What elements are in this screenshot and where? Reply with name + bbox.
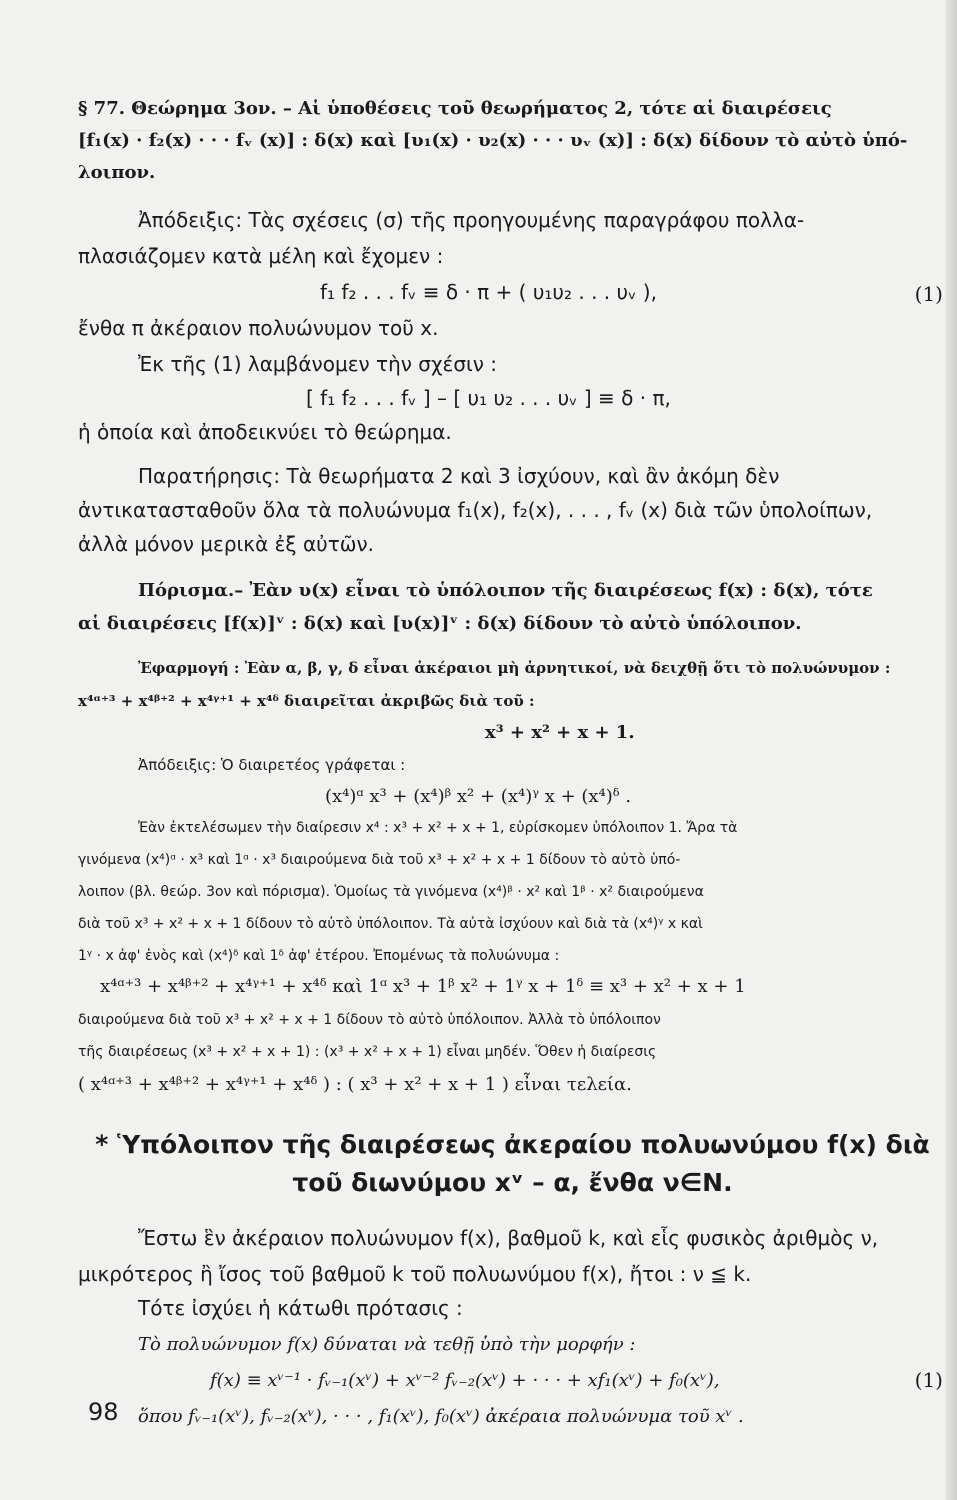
proof-line: ἡ ὁποία καὶ ἀποδεικνύει τὸ θεώρημα.: [78, 420, 452, 444]
equation-number: (1): [914, 1368, 943, 1392]
theorem-title-line: § 77. Θεώρημα 3ον. – Αἱ ὑποθέσεις τοῦ θεωρήματος 2, τότε αἱ διαιρέσεις: [78, 98, 832, 119]
proposition-line: Τὸ πολυώνυμον f(x) δύναται νὰ τεθῇ ὑπὸ τὴν μορφήν :: [138, 1334, 636, 1355]
body-line: Ἔστω ἓν ἀκέραιον πολυώνυμον f(x), βαθμοῦ k, καὶ εἷς φυσικὸς ἀριθμὸς ν,: [138, 1226, 879, 1250]
proposition-line: ὅπου fᵥ₋₁(xᵛ), fᵥ₋₂(xᵛ), · · · , f₁(xᵛ), f₀(xᵛ) ἀκέραια πολυώνυμα τοῦ xᵛ .: [138, 1406, 744, 1427]
page-number: 98: [88, 1398, 119, 1426]
remark-line: ἀντικατασταθοῦν ὅλα τὰ πολυώνυμα f₁(x), f₂(x), . . . , fᵥ (x) διὰ τῶν ὑπολοίπων,: [78, 498, 873, 522]
application-proof-line: λοιπον (βλ. θεώρ. 3ον καὶ πόρισμα). Ὁμοίως τὰ γινόμενα (x⁴)ᵝ · x² καὶ 1ᵝ · x² διαιρούμενα: [78, 884, 704, 900]
proof-line: ἔνθα π ἀκέραιον πολυώνυμον τοῦ x.: [78, 316, 439, 340]
proof-line: Ἐκ τῆς (1) λαμβάνομεν τὴν σχέσιν :: [138, 352, 498, 376]
application-line: Ἐφαρμογή : Ἐὰν α, β, γ, δ εἶναι ἀκέραιοι μὴ ἀρνητικοί, νὰ δειχθῇ ὅτι τὸ πολυώνυμον :: [138, 659, 891, 677]
proposition-equation: f(x) ≡ xᵛ⁻¹ · fᵥ₋₁(xᵛ) + xᵛ⁻² fᵥ₋₂(xᵛ) + · · · + xf₁(xᵛ) + f₀(xᵛ),: [210, 1370, 720, 1391]
application-proof-line: γινόμενα (x⁴)ᵅ · x³ καὶ 1ᵅ · x³ διαιρούμενα διὰ τοῦ x³ + x² + x + 1 δίδουν τὸ αὐτὸ ὑπό-: [78, 852, 681, 868]
section-heading: τοῦ διωνύμου xᵛ – α, ἔνθα ν∈N.: [292, 1168, 733, 1197]
proof-line: Ἀπόδειξις: Τὰς σχέσεις (σ) τῆς προηγουμένης παραγράφου πολλα-: [138, 208, 805, 232]
equation-number: (1): [914, 282, 943, 306]
equation-2: [ f₁ f₂ . . . fᵥ ] – [ υ₁ υ₂ . . . υᵥ ] ≡ δ · π,: [306, 386, 671, 410]
application-proof-line: 1ᵞ · x ἀφ' ἑνὸς καὶ (x⁴)ᵟ καὶ 1ᵟ ἀφ' ἑτέρου. Ἐπομένως τὰ πολυώνυμα :: [78, 948, 560, 964]
application-proof-line: διαιρούμενα διὰ τοῦ x³ + x² + x + 1 δίδουν τὸ αὐτὸ ὑπόλοιπον. Ἀλλὰ τὸ ὑπόλοιπον: [78, 1012, 661, 1028]
page-edge-shadow: [945, 0, 957, 1500]
application-proof-line: Ἀπόδειξις: Ὁ διαιρετέος γράφεται :: [138, 756, 406, 774]
body-line: μικρότερος ἢ ἴσος τοῦ βαθμοῦ k τοῦ πολυωνύμου f(x), ἤτοι : ν ≦ k.: [78, 1262, 752, 1286]
application-line: x⁴ᵅ⁺³ + x⁴ᵝ⁺² + x⁴ᵞ⁺¹ + x⁴ᵟ διαιρεῖται ἀκριβῶς διὰ τοῦ :: [78, 692, 535, 710]
application-proof-line: διὰ τοῦ x³ + x² + x + 1 δίδουν τὸ αὐτὸ ὑπόλοιπον. Τὰ αὐτὰ ἰσχύουν καὶ διὰ τὰ (x⁴)ᵞ x καὶ: [78, 916, 703, 932]
remark-line: Παρατήρησις: Τὰ θεωρήματα 2 καὶ 3 ἰσχύουν, καὶ ἂν ἀκόμη δὲν: [138, 464, 780, 488]
theorem-statement-line: [f₁(x) · f₂(x) · · · fᵥ (x)] : δ(x) καὶ [υ₁(x) · υ₂(x) · · · υᵥ (x)] : δ(x) δίδουν τὸ αὐτὸ ὑπό-: [78, 130, 908, 151]
corollary-line: Πόρισμα.– Ἐὰν υ(x) εἶναι τὸ ὑπόλοιπον τῆς διαιρέσεως f(x) : δ(x), τότε: [138, 580, 873, 601]
application-proof-line: τῆς διαιρέσεως (x³ + x² + x + 1) : (x³ + x² + x + 1) εἶναι μηδέν. Ὅθεν ἡ διαίρεσις: [78, 1044, 657, 1060]
proof-line: πλασιάζομεν κατὰ μέλη καὶ ἔχομεν :: [78, 244, 444, 268]
theorem-statement-line: λοιπον.: [78, 162, 156, 183]
application-conclusion: ( x⁴ᵅ⁺³ + x⁴ᵝ⁺² + x⁴ᵞ⁺¹ + x⁴ᵟ ) : ( x³ + x² + x + 1 ) εἶναι τελεία.: [78, 1074, 632, 1095]
application-proof-line: Ἐὰν ἐκτελέσωμεν τὴν διαίρεσιν x⁴ : x³ + x² + x + 1, εὑρίσκομεν ὑπόλοιπον 1. Ἄρα τὰ: [138, 820, 738, 836]
application-equation: (x⁴)ᵅ x³ + (x⁴)ᵝ x² + (x⁴)ᵞ x + (x⁴)ᵟ .: [325, 786, 632, 807]
equation-1: f₁ f₂ . . . fᵥ ≡ δ · π + ( υ₁υ₂ . . . υᵥ ),: [320, 280, 657, 304]
application-equation: x⁴ᵅ⁺³ + x⁴ᵝ⁺² + x⁴ᵞ⁺¹ + x⁴ᵟ καὶ 1ᵅ x³ + 1ᵝ x² + 1ᵞ x + 1ᵟ ≡ x³ + x² + x + 1: [100, 976, 746, 997]
application-divisor: x³ + x² + x + 1.: [485, 722, 635, 743]
remark-line: ἀλλὰ μόνον μερικὰ ἐξ αὐτῶν.: [78, 532, 375, 556]
section-heading: * Ὑπόλοιπον τῆς διαιρέσεως ἀκεραίου πολυωνύμου f(x) διὰ: [95, 1130, 930, 1159]
body-line: Τότε ἰσχύει ἡ κάτωθι πρότασις :: [138, 1296, 463, 1320]
corollary-line: αἱ διαιρέσεις [f(x)]ᵛ : δ(x) καὶ [υ(x)]ᵛ : δ(x) δίδουν τὸ αὐτὸ ὑπόλοιπον.: [78, 613, 802, 634]
